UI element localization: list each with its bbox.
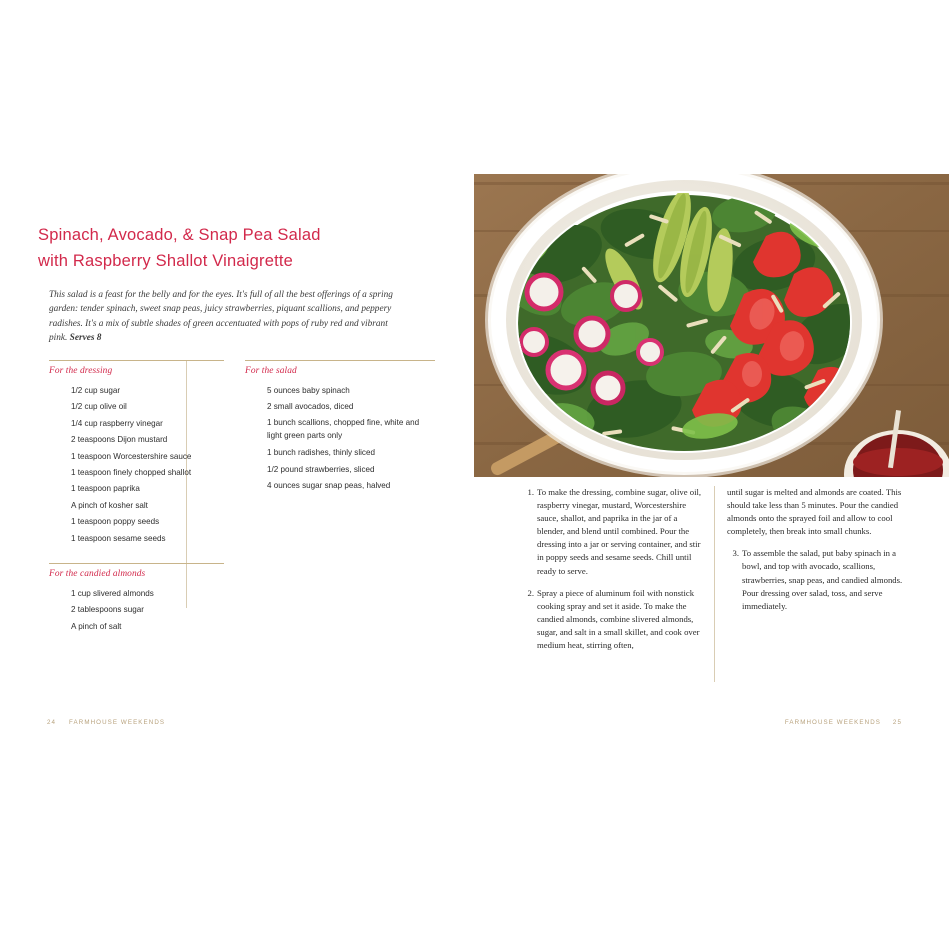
right-page: [474, 0, 949, 949]
list-item: 2 small avocados, diced: [267, 402, 354, 412]
dressing-ingredient-list: [49, 383, 224, 547]
dressing-heading: For the dressing: [49, 366, 113, 376]
ingredients-column-left: [49, 360, 224, 635]
list-item: 1 teaspoon Worcestershire sauce: [71, 451, 192, 461]
left-page: [0, 0, 474, 949]
list-item: 1 bunch radishes, thinly sliced: [267, 448, 375, 458]
list-item: 1 teaspoon paprika: [71, 484, 140, 494]
method-step: [522, 587, 707, 652]
right-running-head: FARMHOUSE WEEKENDS: [784, 719, 881, 726]
page-title: [38, 222, 438, 274]
method-column-right: [727, 486, 912, 622]
right-page-number: 25: [892, 719, 902, 726]
divider-rule: [49, 360, 224, 361]
left-page-number: 24: [47, 719, 57, 726]
method-column-divider: [714, 486, 715, 682]
list-item: 1/2 cup olive oil: [71, 402, 127, 412]
recipe-photo: [474, 174, 949, 477]
list-item: 2 teaspoons Dijon mustard: [71, 435, 168, 445]
list-item: 1 teaspoon poppy seeds: [71, 517, 160, 527]
list-item: 1 bunch scallions, chopped fine, white and light green parts only: [267, 417, 420, 440]
divider-rule: [49, 563, 224, 564]
step-text: Spray a piece of aluminum foil with nonstick cooking spray and set it aside. To make the candied almonds, combine slivered almonds, sugar, and salt in a small skillet, and cook over medium heat, stirring often,: [537, 587, 700, 651]
recipe-headnote: [49, 288, 405, 345]
candied-almonds-group: [49, 563, 224, 635]
divider-rule: [245, 360, 435, 361]
salad-heading: For the salad: [245, 366, 297, 376]
candied-almonds-ingredient-list: [49, 586, 224, 635]
step-text: until sugar is melted and almonds are coated. This should take less than 5 minutes. Pour the candied almonds onto the sprayed foil and allow to cool completely, then break into small chunks.: [727, 487, 902, 537]
list-item: A pinch of kosher salt: [71, 500, 148, 510]
left-running-head: FARMHOUSE WEEKENDS: [69, 719, 166, 726]
list-item: 1 teaspoon sesame seeds: [71, 533, 166, 543]
salad-ingredient-list: [245, 383, 435, 495]
list-item: 1 cup slivered almonds: [71, 589, 154, 599]
step-number: 2.: [527, 587, 534, 598]
method-step: [522, 486, 707, 578]
ingredients-column-right: [245, 360, 435, 495]
step-number: 1.: [527, 487, 534, 497]
list-item: 1/2 pound strawberries, sliced: [267, 464, 375, 474]
method-step-continuation: [727, 486, 912, 538]
list-item: 1/2 cup sugar: [71, 386, 121, 395]
candied-almonds-heading: For the candied almonds: [49, 569, 146, 580]
method-step: [727, 547, 912, 612]
list-item: 4 ounces sugar snap peas, halved: [267, 481, 391, 491]
step-text: To make the dressing, combine sugar, olive oil, raspberry vinegar, mustard, Worcestershire sauce, shallot, and paprika in the jar of a blender, and blend until combined. Pour the dressing into a jar or serving container, and stir in poppy seeds and sesame seeds. Chill until ready to serve.: [537, 487, 702, 576]
list-item: 1/4 cup raspberry vinegar: [71, 418, 163, 428]
list-item: A pinch of salt: [71, 621, 122, 631]
list-item: 5 ounces baby spinach: [267, 386, 350, 395]
step-text: To assemble the salad, put baby spinach in a bowl, and top with avocado, scallions, strawberries, snap peas, and candied almonds. Pour dressing over salad, toss, and serve immediately.: [742, 548, 903, 611]
headnote-text: This salad is a feast for the belly and for the eyes. It's full of all the best offerings of a spring garden: tender spinach, sweet snap peas, juicy strawberries, piquant scallions, and peppery radishes. It's a mix of subtle shades of green accentuated with pops of ruby red and vibrant pink.: [49, 290, 393, 343]
step-number: 3.: [732, 548, 739, 559]
ingredients-section: [49, 360, 439, 631]
recipe-title-line-2: with Raspberry Shallot Vinaigrette: [38, 252, 294, 270]
serves-label: Serves 8: [69, 332, 102, 343]
list-item: 1 teaspoon finely chopped shallot: [71, 468, 192, 478]
method-column-left: [522, 486, 707, 661]
recipe-title-line-1: Spinach, Avocado, & Snap Pea Salad: [38, 226, 321, 244]
list-item: 2 tablespoons sugar: [71, 605, 144, 615]
